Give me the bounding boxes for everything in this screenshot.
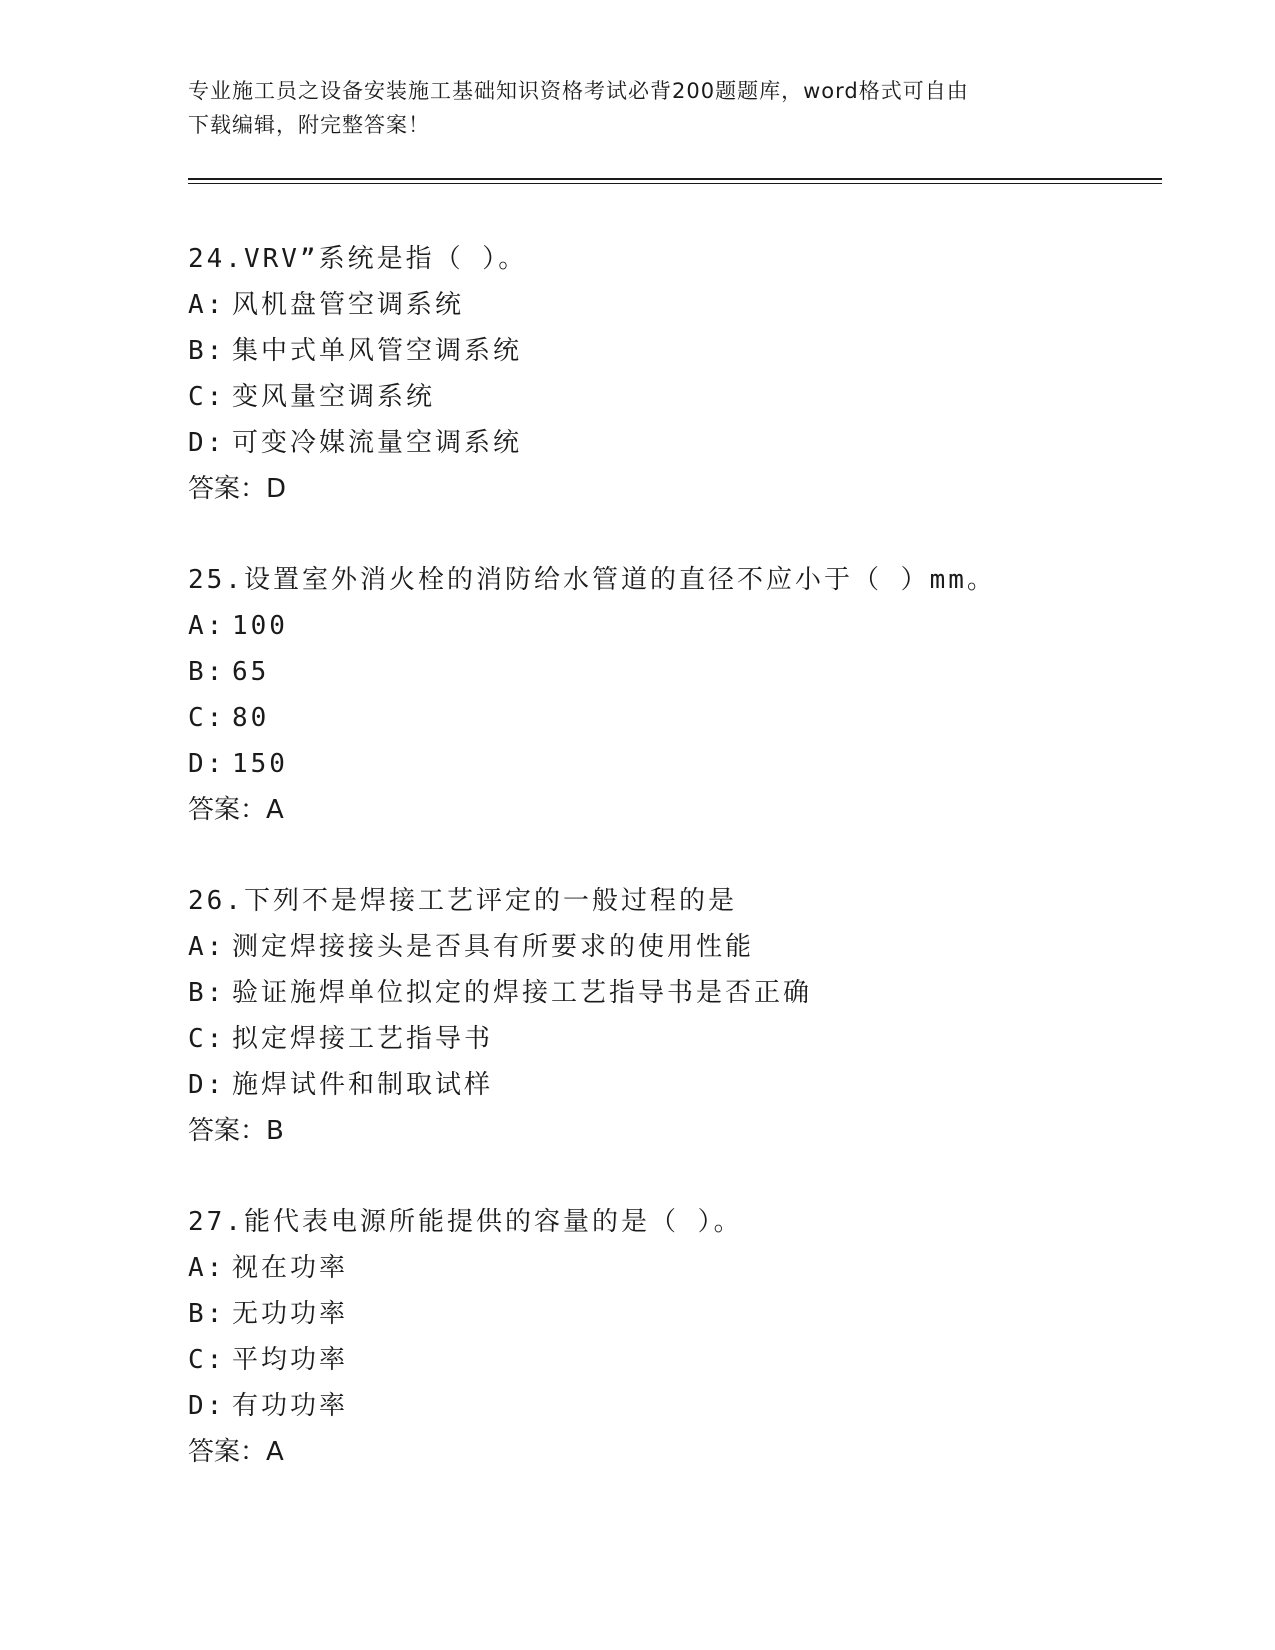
option-text: 验证施焊单位拟定的焊接工艺指导书是否正确 — [232, 978, 813, 1008]
option-row — [188, 970, 1168, 1016]
option-text: 风机盘管空调系统 — [232, 290, 465, 320]
option-row — [188, 328, 1168, 374]
option-text: 测定焊接接头是否具有所要求的使用性能 — [232, 932, 755, 962]
option-key: A: — [188, 932, 226, 962]
option-key: C: — [188, 1024, 226, 1054]
option-key: B: — [188, 657, 226, 687]
answer-line: 答案：B — [188, 1116, 284, 1146]
option-text: 有功功率 — [232, 1391, 349, 1421]
option-row — [188, 374, 1168, 420]
option-text: 可变冷媒流量空调系统 — [232, 428, 523, 458]
option-text: 80 — [232, 703, 270, 733]
option-key: A: — [188, 290, 226, 320]
option-text: 施焊试件和制取试样 — [232, 1070, 494, 1100]
answer-line: 答案：A — [188, 1437, 284, 1467]
option-row — [188, 1016, 1168, 1062]
option-key: C: — [188, 382, 226, 412]
question-stem: 27.能代表电源所能提供的容量的是（ ）。 — [188, 1207, 743, 1237]
option-key: D: — [188, 1391, 226, 1421]
option-text: 平均功率 — [232, 1345, 349, 1375]
option-text: 150 — [232, 749, 288, 779]
option-row — [188, 282, 1168, 328]
option-key: D: — [188, 1070, 226, 1100]
option-key: B: — [188, 1299, 226, 1329]
header-divider-thin — [188, 183, 1162, 184]
option-text: 视在功率 — [232, 1253, 349, 1283]
option-text: 100 — [232, 611, 288, 641]
option-text: 变风量空调系统 — [232, 382, 436, 412]
question-block — [188, 1199, 1168, 1475]
question-block — [188, 557, 1168, 833]
option-row — [188, 649, 1168, 695]
document-header — [188, 74, 1068, 142]
option-key: D: — [188, 749, 226, 779]
option-row — [188, 1245, 1168, 1291]
option-key: B: — [188, 336, 226, 366]
header-line-2: 下载编辑，附完整答案！ — [188, 113, 430, 137]
option-row — [188, 1337, 1168, 1383]
header-divider-thick — [188, 178, 1162, 180]
option-text: 集中式单风管空调系统 — [232, 336, 523, 366]
question-block — [188, 236, 1168, 512]
option-key: A: — [188, 611, 226, 641]
question-stem: 25.设置室外消火栓的消防给水管道的直径不应小于（ ）mm。 — [188, 565, 996, 595]
option-row — [188, 741, 1168, 787]
option-row — [188, 420, 1168, 466]
question-block — [188, 878, 1168, 1154]
option-row — [188, 1383, 1168, 1429]
answer-line: 答案：D — [188, 474, 287, 504]
option-key: D: — [188, 428, 226, 458]
option-row — [188, 1291, 1168, 1337]
option-key: A: — [188, 1253, 226, 1283]
option-key: B: — [188, 978, 226, 1008]
option-text: 65 — [232, 657, 270, 687]
option-text: 无功功率 — [232, 1299, 349, 1329]
option-row — [188, 924, 1168, 970]
option-row — [188, 695, 1168, 741]
option-key: C: — [188, 703, 226, 733]
option-text: 拟定焊接工艺指导书 — [232, 1024, 494, 1054]
option-row — [188, 1062, 1168, 1108]
option-row — [188, 603, 1168, 649]
answer-line: 答案：A — [188, 795, 284, 825]
option-key: C: — [188, 1345, 226, 1375]
question-stem: 26.下列不是焊接工艺评定的一般过程的是 — [188, 886, 737, 916]
question-stem: 24.VRV”系统是指（ ）。 — [188, 244, 528, 274]
header-line-1: 专业施工员之设备安装施工基础知识资格考试必背200题题库，word格式可自由 — [188, 79, 969, 103]
